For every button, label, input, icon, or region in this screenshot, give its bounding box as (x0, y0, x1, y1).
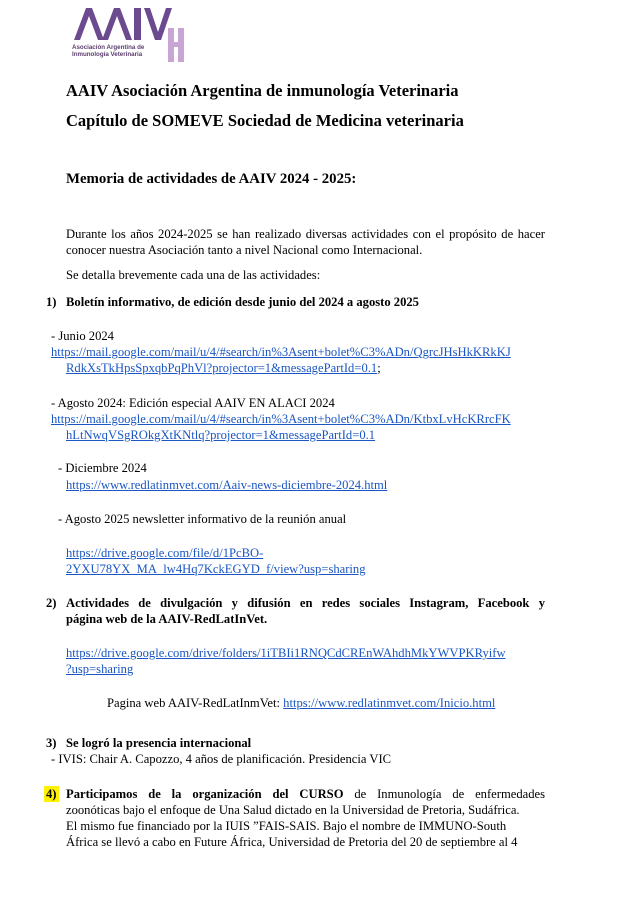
item2-drive-link-line1[interactable]: https://drive.google.com/drive/folders/1iTBIi1RNQCdCREnWAhdhMkYWVPKRyifw (66, 646, 506, 660)
item2-web-line (107, 695, 495, 711)
item4-number: 4) (46, 787, 57, 801)
item4-line2: zoonóticas bajo el enfoque de Una Salud dictado en la Universidad de Pretoria, Sudáfrica. (66, 803, 520, 817)
item1-ago25-label: - Agosto 2025 newsletter informativo de la reunión anual (58, 512, 347, 526)
item1-agosto-link-line1[interactable]: https://mail.google.com/mail/u/4/#search/in%3Asent+bolet%C3%ADn/KtbxLvHcKRrcFK (51, 412, 511, 426)
item3-line: - IVIS: Chair A. Capozzo, 4 años de planificación. Presidencia VIC (51, 752, 392, 766)
logo-subtitle-line1: Asociación Argentina de (72, 44, 145, 51)
item1-dic-link[interactable]: https://www.redlatinmvet.com/Aaiv-news-diciembre-2024.html (66, 478, 388, 492)
item1-agosto-label: - Agosto 2024: Edición especial AAIV EN ALACI 2024 (51, 396, 335, 410)
item4-bold-part: Participamos de la organización del CURSO (66, 787, 344, 801)
item1-junio-link-end: ; (377, 361, 381, 375)
item2-title-line2: página web de la AAIV-RedLatInVet. (66, 612, 268, 626)
item1-ago25-link-line1[interactable]: https://drive.google.com/file/d/1PcBO- (66, 546, 264, 560)
item3-title: Se logró la presencia internacional (66, 736, 252, 750)
logo-subtitle-line2: Inmunología Veterinaria (72, 51, 143, 58)
item1-agosto-link-line2[interactable]: hLtNwqVSgROkgXtKNtlq?projector=1&messagePartId=0.1 (66, 428, 376, 442)
item2-web-link[interactable]: https://www.redlatinmvet.com/Inicio.html (283, 696, 496, 710)
item1-junio-link-line2[interactable]: RdkXsTkHpsSpxqbPqPhVl?projector=1&messagePartId=0.1 (66, 361, 378, 375)
logo-subtitle (72, 44, 144, 58)
item2-web-label: Pagina web AAIV-RedLatInmVet: (107, 696, 284, 710)
item3-number: 3) (46, 736, 57, 750)
item2-number: 2) (46, 596, 57, 610)
intro-paragraph-2: Se detalla brevemente cada una de las actividades: (66, 268, 321, 282)
item2-title-line1: Actividades de divulgación y difusión en redes sociales Instagram, Facebook y (66, 596, 545, 610)
item1-junio-label: - Junio 2024 (51, 329, 114, 343)
item4-line1-rest: de Inmunología de enfermedades (343, 787, 546, 801)
memoria-title: Memoria de actividades de AAIV 2024 - 2025: (66, 171, 357, 187)
item1-junio-link-line2-wrap (66, 360, 381, 376)
intro-paragraph: Durante los años 2024-2025 se han realizado diversas actividades con el propósito de hacer conocer nuestra Asociación tanto a nivel Nacional como Internacional. (66, 227, 545, 257)
item4-line3: El mismo fue financiado por la IUIS ”FAIS-SAIS. Bajo el nombre de IMMUNO-South (66, 819, 507, 833)
aaiv-logo (72, 8, 188, 66)
item4-line1 (66, 786, 545, 802)
header-title-2: Capítulo de SOMEVE Sociedad de Medicina veterinaria (66, 111, 464, 130)
item4-line4: África se llevó a cabo en Future África, Universidad de Pretoria del 20 de septiembre al 4 (66, 835, 518, 849)
item1-number: 1) (46, 295, 57, 309)
item2-drive-link-line2[interactable]: ?usp=sharing (66, 662, 134, 676)
item1-junio-link-line1[interactable]: https://mail.google.com/mail/u/4/#search/in%3Asent+bolet%C3%ADn/QgrcJHsHkKRkKJ (51, 345, 511, 359)
item1-title: Boletín informativo, de edición desde junio del 2024 a agosto 2025 (66, 295, 419, 309)
item1-ago25-link-line2[interactable]: 2YXU78YX_MA_lw4Hq7KckEGYD_f/view?usp=sharing (66, 562, 366, 576)
header-title-1: AAIV Asociación Argentina de inmunología Veterinaria (66, 81, 459, 100)
item1-dic-label: - Diciembre 2024 (58, 461, 147, 475)
